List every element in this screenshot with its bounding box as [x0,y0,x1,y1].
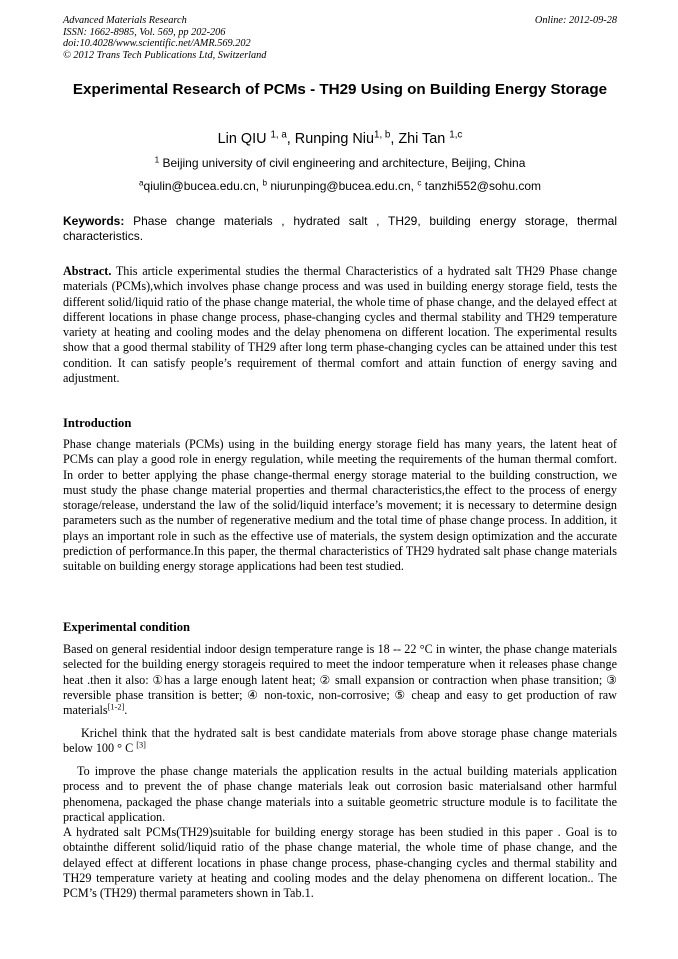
experimental-paragraph-2 [63,726,617,757]
email-address: qiulin@bucea.edu.cn, [143,179,260,193]
section-heading-experimental-condition: Experimental condition [63,620,190,634]
doi-line: doi:10.4028/www.scientific.net/AMR.569.202 [63,38,251,50]
author-name: Lin QIU [217,131,267,147]
abstract-label: Abstract. [63,264,112,278]
affiliation [63,156,617,170]
experimental-paragraph-1 [63,642,617,718]
paragraph-end: . [124,703,128,718]
email-mark: c [417,178,422,188]
keywords-text: Phase change materials , hydrated salt , TH29, building energy storage, thermal characteristics. [63,214,617,243]
paper-title: Experimental Research of PCMs - TH29 Using on Building Energy Storage [72,81,608,98]
paragraph-text: Krichel think that the hydrated salt is best candidate materials from above storage phase change materials below 100 ° C [63,726,617,756]
author-name: Zhi Tan [398,131,446,147]
abstract-text: This article experimental studies the thermal Characteristics of a hydrated salt TH29 Phase change materials (PCMs),which involves phase change process and was used in building energy storage field, tests the different solid/liquid ratio of the phase change material, the whole time of phase change, and the delayed effect at different locations in phase change process, phase-changing cycles and thermal stability and TH29 temperature variety at heating and cooling modes and the delay phenomena on different location. The experimental results show that a good thermal stability of TH29 after long term phase-changing cycles can be attained under this test condition. It can satisfy people’s requirement of thermal comfort and attain function of energy saving and adjustment. [63,264,617,386]
email-mark: b [262,178,268,188]
section-heading-introduction: Introduction [63,416,132,430]
author-name: Runping Niu [294,131,374,147]
affiliation-text: Beijing university of civil engineering and architecture, Beijing, China [162,156,526,170]
author-affiliation-mark: 1,c [449,129,463,141]
copyright-line: © 2012 Trans Tech Publications Ltd, Switzerland [63,49,267,61]
citation-ref: [1-2] [107,702,125,712]
online-date: Online: 2012-09-28 [534,15,617,26]
email-address: tanzhi552@sohu.com [424,179,541,193]
email-mark: a [138,178,144,188]
keywords [63,214,617,244]
experimental-paragraph-3: To improve the phase change materials the application results in the actual building materials application process and to prevent the of phase change materials leak out corrosion basic materialsand other harmful phenomena, packaged the phase change materials into a suitable geometric structure module is to facilitate the practical application. [63,764,617,824]
journal-name: Advanced Materials Research [63,15,187,26]
experimental-paragraph-4: A hydrated salt PCMs(TH29)suitable for building energy storage has been studied in this paper . Goal is to obtainthe different solid/liquid ratio of the phase change material, the whole time of phase change, and the delayed effect at different locations in phase change process, phase-changing cycles and thermal stability and TH29 temperature variety at heating and cooling modes and the delay phenomena on different location.. The PCM’s (TH29) thermal parameters shown in Tab.1. [63,825,617,901]
paragraph-text: Based on general residential indoor design temperature range is 18 -- 22 °C in winter, the phase change materials selected for the building energy storageis required to meet the indoor temperature when it releases phase change heat .then it also: ①has a large enough latent heat; ② small expansion or contraction when phase transition; ③ reversible phase transition is better; ④ non-toxic, non-corrosive; ⑤ cheap and easy to get production of raw materials [63,642,617,718]
author-affiliation-mark: 1, a [270,129,287,141]
abstract [63,264,617,386]
citation-ref: [3] [136,740,146,750]
journal-header [63,15,617,61]
keywords-label: Keywords: [63,214,125,228]
author-emails [63,179,617,193]
author-list: Lin QIU $^{1, a}$, Runping Niu$^{1, b}$, Zhi Tan $^{1,c}$ [217,129,463,147]
introduction-paragraph: Phase change materials (PCMs) using in the building energy storage field has many years, the latent heat of PCMs can play a good role in energy regulation, while meeting the requirements of the human thermal comfort. In order to better applying the phase change-thermal energy storage material to the building construction, we must study the phase change material properties and thermal characteristics,the effect to the process of energy storage/release, understand the law of the solid/liquid interface’s movement; it is necessary to determine design parameters such as the number of regenerative medium and the total time of phase change process. In addition, it plays an important role in such as the effective use of materials, the system design optimization and the accurate prediction of performance.In this paper, the thermal characteristics of TH29 hydrated salt phase change materials suitable on building energy storage applications had been test studied. [63,437,617,574]
email-address: niurunping@bucea.edu.cn, [270,179,414,193]
author-affiliation-mark: 1, b [374,129,391,141]
affiliation-mark: 1 [154,155,160,165]
issn-line: ISSN: 1662-8985, Vol. 569, pp 202-206 [63,26,226,38]
